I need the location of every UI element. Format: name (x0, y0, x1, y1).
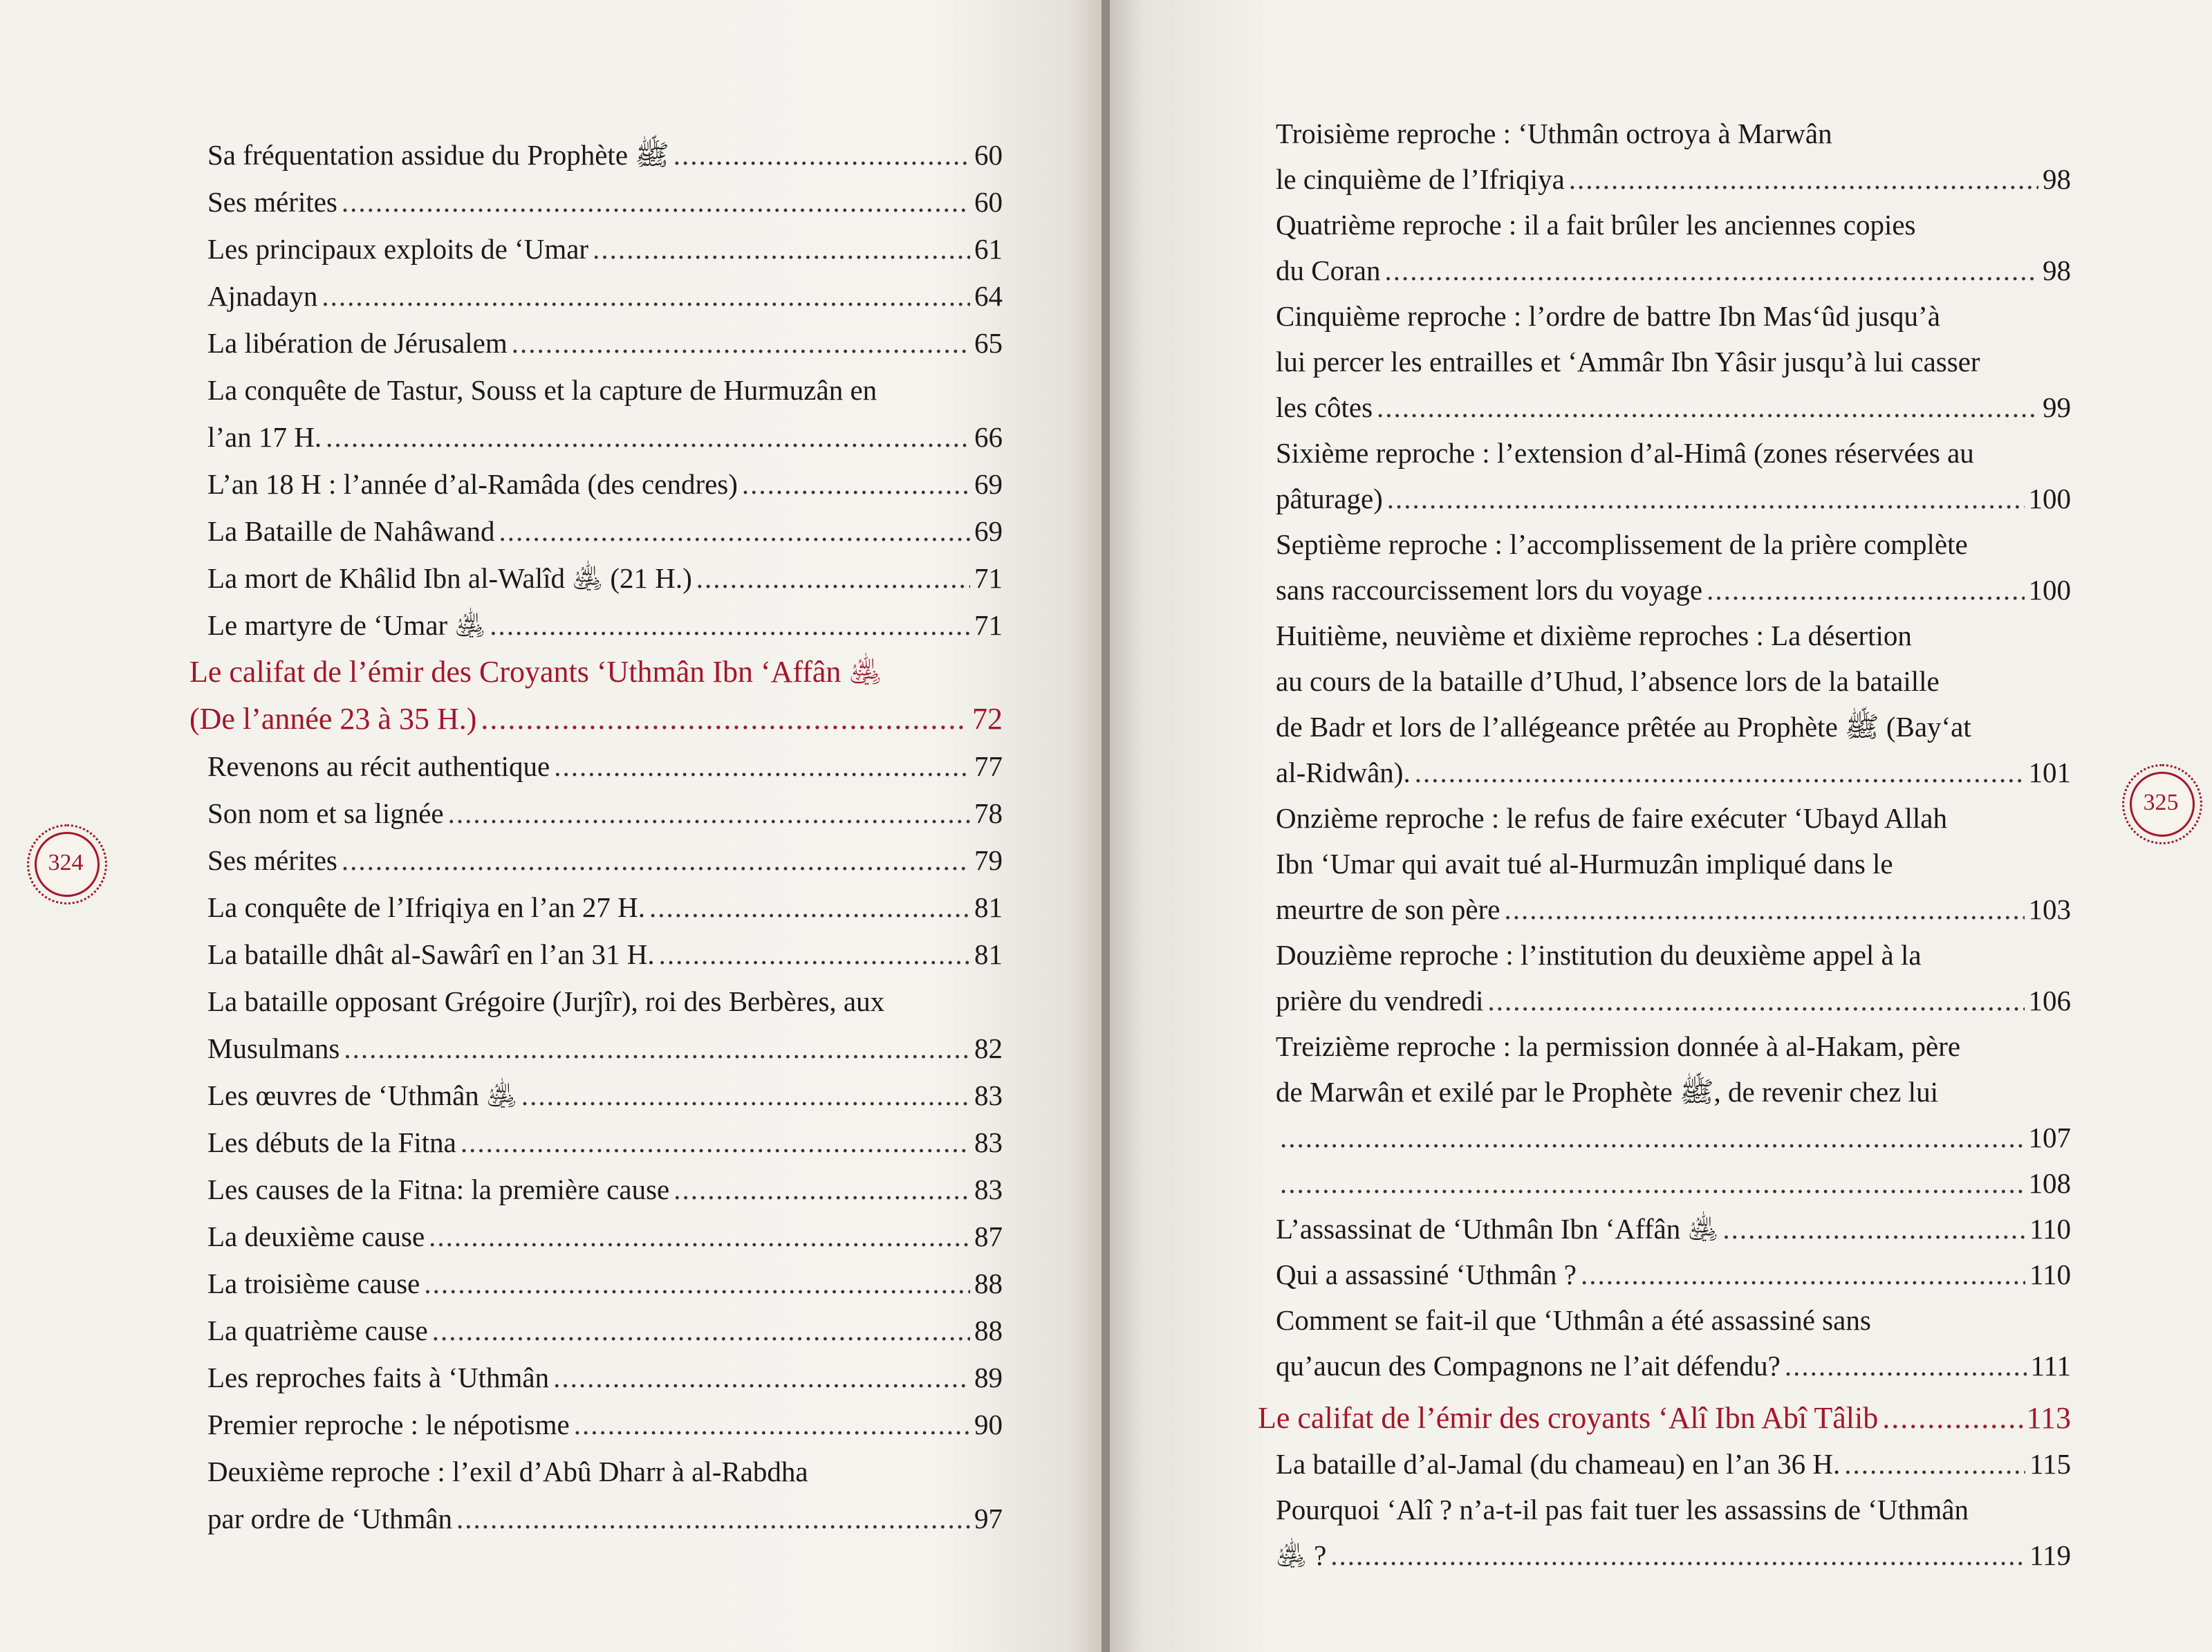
toc-entry (207, 1166, 1003, 1213)
dot-leader (429, 1213, 970, 1260)
toc-entry (1276, 111, 2071, 202)
toc-entry (1276, 1023, 2071, 1160)
entry-title: Les causes de la Fitna: la première cause (207, 1173, 670, 1205)
dot-leader (659, 931, 970, 978)
entry-title-line: au cours de la bataille d’Uhud, l’absence lors de la bataille (1276, 665, 1940, 697)
dot-leader (1722, 1206, 2025, 1252)
dot-leader (1488, 978, 2025, 1023)
dot-leader (481, 696, 968, 743)
section-page: 113 (2026, 1401, 2071, 1435)
dot-leader (342, 178, 970, 225)
toc-entry (207, 1448, 1003, 1542)
page-number: 325 (2143, 790, 2179, 815)
entry-page: 82 (974, 1032, 1003, 1064)
entry-page: 100 (2028, 574, 2071, 606)
entry-title-line: Douzième reproche : l’institution du deuxième appel à la (1276, 939, 1922, 971)
entry-title: La deuxième cause (207, 1221, 425, 1252)
toc-section-heading (1258, 1395, 2071, 1441)
entry-title: Ajnadayn (207, 280, 318, 312)
toc-section-heading (189, 649, 1003, 743)
entry-title: La conquête de l’Ifriqiya en l’an 27 H. (207, 891, 645, 923)
dot-leader (1707, 567, 2024, 613)
entry-page: 69 (974, 468, 1003, 500)
dot-leader (326, 414, 970, 461)
entry-page: 78 (974, 797, 1003, 829)
toc-entry (207, 319, 1003, 366)
entry-title-line: La bataille opposant Grégoire (Jurjîr), roi des Berbères, aux (207, 985, 885, 1017)
entry-title: les côtes (1276, 391, 1373, 423)
entry-page: 115 (2029, 1448, 2071, 1480)
entry-page: 83 (974, 1173, 1003, 1205)
entry-title: l’an 17 H. (207, 421, 322, 453)
page-number-emblem (28, 825, 104, 901)
toc-entry (207, 931, 1003, 978)
dot-leader (649, 884, 970, 931)
entry-page: 97 (974, 1503, 1003, 1534)
entry-title: Ses mérites (207, 186, 337, 218)
entry-title: pâturage) (1276, 483, 1383, 514)
dot-leader (673, 1166, 970, 1213)
dot-leader (1569, 156, 2038, 202)
entry-page: 99 (2043, 391, 2071, 423)
entry-page: 110 (2029, 1259, 2071, 1290)
toc-entry (207, 272, 1003, 319)
dot-leader (1785, 1343, 2027, 1389)
dot-leader (521, 1072, 970, 1119)
toc-entry (207, 555, 1003, 602)
entry-page: 81 (974, 938, 1003, 970)
toc-entry (207, 366, 1003, 461)
entry-title: Les œuvres de ‘Uthmân ﵁ (207, 1079, 517, 1111)
entry-page: 77 (974, 750, 1003, 782)
dot-leader (456, 1495, 970, 1542)
entry-page: 71 (974, 562, 1003, 594)
left-page (0, 0, 1102, 1652)
book-gutter (1102, 0, 1110, 1652)
entry-title-line: Cinquième reproche : l’ordre de battre Ibn Mas‘ûd jusqu’à (1276, 300, 1940, 332)
dot-leader (1330, 1532, 2025, 1578)
toc-entry (207, 178, 1003, 225)
toc-entry (1276, 1297, 2071, 1389)
toc-entry (1276, 795, 2071, 932)
dot-leader (593, 225, 970, 272)
toc-entry (207, 884, 1003, 931)
entry-title-line: Treizième reproche : la permission donnée à al-Hakam, père (1276, 1030, 1961, 1062)
entry-page: 65 (974, 327, 1003, 359)
toc-entry (207, 1307, 1003, 1354)
entry-page: 64 (974, 280, 1003, 312)
toc-entry (207, 790, 1003, 837)
dot-leader (424, 1260, 970, 1307)
toc-entry (1276, 521, 2071, 613)
entry-title: qu’aucun des Compagnons ne l’ait défendu? (1276, 1350, 1781, 1382)
entry-page: 88 (974, 1268, 1003, 1299)
toc-entry (207, 743, 1003, 790)
entry-title: le cinquième de l’Ifriqiya (1276, 163, 1565, 195)
section-title: (De l’année 23 à 35 H.) (189, 702, 477, 736)
entry-title-line: Comment se fait-il que ‘Uthmân a été assassiné sans (1276, 1304, 1871, 1336)
dot-leader (1415, 750, 2025, 795)
entry-title: Premier reproche : le népotisme (207, 1409, 570, 1440)
entry-title-line: de Badr et lors de l’allégeance prêtée au Prophète ﷺ (Bay‘at (1276, 711, 1971, 743)
dot-leader (342, 837, 970, 884)
page-number: 324 (48, 850, 84, 875)
entry-title-line: Huitième, neuvième et dixième reproches : La désertion (1276, 620, 1912, 651)
entry-title: Les principaux exploits de ‘Umar (207, 233, 589, 265)
entry-page: 106 (2028, 985, 2071, 1017)
entry-title-line: Quatrième reproche : il a fait brûler les anciennes copies (1276, 209, 1916, 241)
entry-title-line: Septième reproche : l’accomplissement de la prière complète (1276, 528, 1968, 560)
dot-leader (696, 555, 970, 602)
section-title: Le califat de l’émir des croyants ‘Alî Ibn Abî Tâlib (1258, 1401, 1879, 1435)
dot-leader (344, 1025, 970, 1072)
entry-title: Le martyre de ‘Umar ﵁ (207, 609, 486, 641)
toc-entry (207, 461, 1003, 508)
entry-page: 98 (2043, 254, 2071, 286)
entry-title: La mort de Khâlid Ibn al-Walîd ﵁ (21 H.) (207, 562, 692, 594)
entry-title: Les débuts de la Fitna (207, 1126, 456, 1158)
toc-entry (207, 1354, 1003, 1401)
entry-page: 83 (974, 1079, 1003, 1111)
entry-title: L’assassinat de ‘Uthmân Ibn ‘Affân ﵁ (1276, 1213, 1719, 1245)
entry-page: 61 (974, 233, 1003, 265)
entry-page: 111 (2030, 1350, 2071, 1382)
entry-title-line: Pourquoi ‘Alî ? n’a-t-il pas fait tuer les assassins de ‘Uthmân (1276, 1494, 1969, 1525)
toc-entry (207, 837, 1003, 884)
toc-entry (1276, 1487, 2071, 1578)
entry-page: 119 (2029, 1539, 2071, 1571)
entry-page: 103 (2028, 893, 2071, 925)
dot-leader (461, 1119, 970, 1166)
entry-page: 87 (974, 1221, 1003, 1252)
toc-entry (1276, 202, 2071, 293)
toc-entry (207, 225, 1003, 272)
entry-page: 79 (974, 844, 1003, 876)
page-number-emblem (2123, 765, 2199, 841)
entry-page: 89 (974, 1362, 1003, 1393)
entry-title: al-Ridwân). (1276, 757, 1411, 788)
toc-entry (1276, 1441, 2071, 1487)
entry-title: ﵁ ? (1276, 1539, 1327, 1571)
toc-entry (207, 978, 1003, 1072)
dot-leader (322, 272, 970, 319)
entry-page: 101 (2028, 757, 2071, 788)
entry-title: L’an 18 H : l’année d’al-Ramâda (des cendres) (207, 468, 738, 500)
right-toc (1258, 111, 2071, 1578)
entry-title: sans raccourcissement lors du voyage (1276, 574, 1703, 606)
toc-entry (207, 1260, 1003, 1307)
toc-entry (207, 602, 1003, 649)
entry-page: 69 (974, 515, 1003, 547)
entry-title: Sa fréquentation assidue du Prophète ﷺ (207, 139, 669, 171)
toc-entry (207, 508, 1003, 555)
toc-entry (207, 1401, 1003, 1448)
dot-leader (1504, 887, 2024, 932)
section-page: 72 (972, 702, 1003, 736)
entry-title: par ordre de ‘Uthmân (207, 1503, 453, 1534)
dot-leader (1844, 1441, 2025, 1487)
entry-title: Qui a assassiné ‘Uthmân ? (1276, 1259, 1577, 1290)
dot-leader (448, 790, 970, 837)
dot-leader (553, 1354, 970, 1401)
toc-entry (1276, 1206, 2071, 1252)
toc-entry (1276, 1252, 2071, 1297)
entry-title: La bataille dhât al-Sawârî en l’an 31 H. (207, 938, 655, 970)
entry-title-line: La conquête de Tastur, Souss et la capture de Hurmuzân en (207, 374, 877, 406)
entry-page: 107 (2028, 1122, 2071, 1153)
entry-title: Ses mérites (207, 844, 337, 876)
entry-title: La Bataille de Nahâwand (207, 515, 495, 547)
dot-leader (1384, 248, 2038, 293)
entry-title: La libération de Jérusalem (207, 327, 508, 359)
dot-leader (673, 131, 970, 178)
dot-leader (490, 602, 970, 649)
entry-title: du Coran (1276, 254, 1381, 286)
entry-title-line: Troisième reproche : ‘Uthmân octroya à Marwân (1276, 118, 1832, 149)
left-toc (189, 131, 1003, 1542)
entry-title-line: lui percer les entrailles et ‘Ammâr Ibn Yâsir jusqu’à lui casser (1276, 346, 1980, 378)
entry-title-line: Onzième reproche : le refus de faire exécuter ‘Ubayd Allah (1276, 802, 1947, 834)
entry-page: 71 (974, 609, 1003, 641)
dot-leader (1387, 476, 2025, 521)
entry-page: 108 (2028, 1167, 2071, 1199)
section-title-line: Le califat de l’émir des Croyants ‘Uthmân Ibn ‘Affân ﵁ (189, 655, 882, 689)
dot-leader (742, 461, 970, 508)
dot-leader (554, 743, 970, 790)
entry-title: Revenons au récit authentique (207, 750, 550, 782)
toc-entry (1276, 430, 2071, 521)
entry-title: Musulmans (207, 1032, 340, 1064)
entry-title-line: Sixième reproche : l’extension d’al-Himâ (zones réservées au (1276, 437, 1974, 469)
entry-title: prière du vendredi (1276, 985, 1484, 1017)
entry-title-line: Deuxième reproche : l’exil d’Abû Dharr à al-Rabdha (207, 1456, 808, 1487)
entry-title: meurtre de son père (1276, 893, 1500, 925)
dot-leader (1377, 384, 2038, 430)
right-page (1110, 0, 2212, 1652)
dot-leader (1280, 1160, 2025, 1206)
entry-page: 90 (974, 1409, 1003, 1440)
entry-page: 88 (974, 1315, 1003, 1346)
dot-leader (1280, 1115, 2025, 1160)
toc-entry (1276, 293, 2071, 430)
entry-title: La troisième cause (207, 1268, 420, 1299)
dot-leader (432, 1307, 970, 1354)
toc-entry (207, 1213, 1003, 1260)
entry-page: 110 (2029, 1213, 2071, 1245)
entry-title: La bataille d’al-Jamal (du chameau) en l’an 36 H. (1276, 1448, 1841, 1480)
entry-page: 60 (974, 139, 1003, 171)
toc-entry (207, 1072, 1003, 1119)
entry-page: 81 (974, 891, 1003, 923)
entry-title-line: de Marwân et exilé par le Prophète ﷺ, de revenir chez lui (1276, 1076, 1938, 1108)
dot-leader (499, 508, 970, 555)
entry-page: 66 (974, 421, 1003, 453)
entry-page: 60 (974, 186, 1003, 218)
entry-title: Son nom et sa lignée (207, 797, 444, 829)
dot-leader (574, 1401, 970, 1448)
toc-entry (207, 131, 1003, 178)
entry-title-line: Ibn ‘Umar qui avait tué al-Hurmuzân impliqué dans le (1276, 848, 1893, 880)
entry-page: 98 (2043, 163, 2071, 195)
entry-title: La quatrième cause (207, 1315, 428, 1346)
toc-entry (207, 1119, 1003, 1166)
entry-page: 100 (2028, 483, 2071, 514)
dot-leader (1882, 1395, 2022, 1441)
toc-entry (1276, 932, 2071, 1023)
dot-leader (1581, 1252, 2025, 1297)
toc-entry (1276, 613, 2071, 795)
dot-leader (512, 319, 970, 366)
entry-page: 83 (974, 1126, 1003, 1158)
toc-entry (1276, 1160, 2071, 1206)
entry-title: Les reproches faits à ‘Uthmân (207, 1362, 550, 1393)
